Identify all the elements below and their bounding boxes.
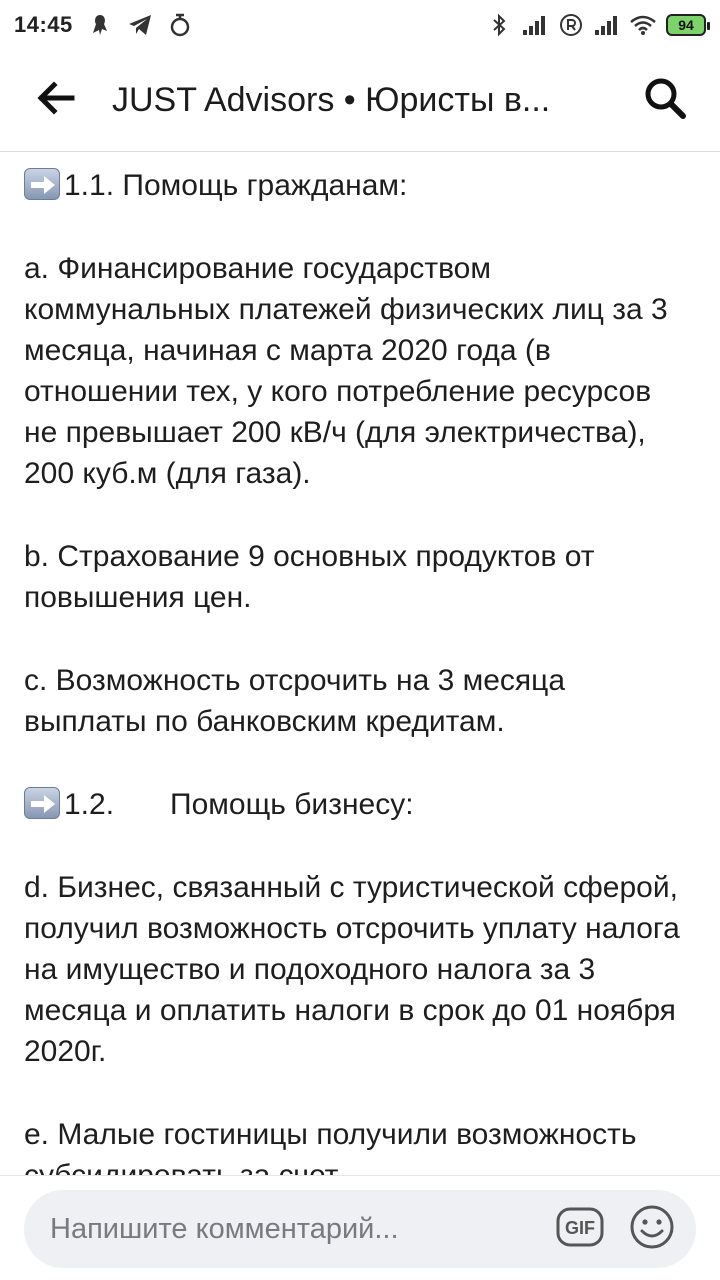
section-heading-1 bbox=[24, 165, 692, 206]
comment-box bbox=[24, 1190, 696, 1268]
comment-bar bbox=[0, 1175, 720, 1280]
gif-button[interactable] bbox=[556, 1207, 604, 1251]
page-title: JUST Advisors • Юристы в... bbox=[112, 81, 551, 119]
sync-icon bbox=[167, 12, 193, 38]
paragraph-d: d. Бизнес, связанный с туристической сферой, получил возможность отсрочить уплату налога на имущество и подоходного налога за 3 месяца и оплатить налоги в срок до 01 ноября 2020г. bbox=[24, 871, 680, 1068]
smiley-icon bbox=[629, 1204, 675, 1255]
right-arrow-emoji-icon bbox=[24, 168, 60, 200]
heading-number: 1.2. bbox=[64, 788, 115, 821]
battery-indicator: 94 bbox=[666, 14, 706, 36]
signal-icon bbox=[522, 12, 548, 38]
app-notification-icon bbox=[87, 12, 113, 38]
telegram-icon bbox=[127, 12, 153, 38]
paragraph-c: c. Возможность отсрочить на 3 месяца выплаты по банковским кредитам. bbox=[24, 664, 566, 738]
paragraph-a: a. Финансирование государством коммунальных платежей физических лиц за 3 месяца, начиная с марта 2020 года (в отношении тех, у кого потребление ресурсов не превышает 200 кВ/ч (для электричества), 200 куб.м (для газа). bbox=[24, 252, 668, 490]
arrow-left-icon bbox=[36, 80, 76, 121]
status-time: 14:45 bbox=[14, 12, 73, 37]
emoji-button[interactable] bbox=[628, 1205, 676, 1253]
heading-number: 1.1. bbox=[64, 169, 115, 202]
right-arrow-emoji-icon bbox=[24, 787, 60, 819]
paragraph-e: e. Малые гостиницы получили возможность bbox=[24, 1118, 637, 1151]
bluetooth-icon bbox=[486, 12, 512, 38]
section-heading-2 bbox=[24, 784, 692, 825]
heading-text: Помощь бизнесу: bbox=[170, 788, 414, 821]
gif-label: GIF bbox=[565, 1217, 595, 1238]
heading-text: Помощь гражданам: bbox=[122, 169, 408, 202]
gif-icon bbox=[556, 1207, 604, 1252]
comment-input[interactable] bbox=[50, 1213, 556, 1246]
search-icon bbox=[643, 76, 687, 125]
post-content bbox=[0, 153, 720, 1175]
back-button[interactable] bbox=[0, 50, 112, 152]
wifi-icon bbox=[630, 12, 656, 38]
status-bar bbox=[0, 0, 720, 50]
paragraph-b: b. Страхование 9 основных продуктов от повышения цен. bbox=[24, 540, 595, 614]
roaming-icon bbox=[558, 12, 584, 38]
signal-2-icon bbox=[594, 12, 620, 38]
search-button[interactable] bbox=[620, 50, 710, 152]
app-bar bbox=[0, 50, 720, 152]
